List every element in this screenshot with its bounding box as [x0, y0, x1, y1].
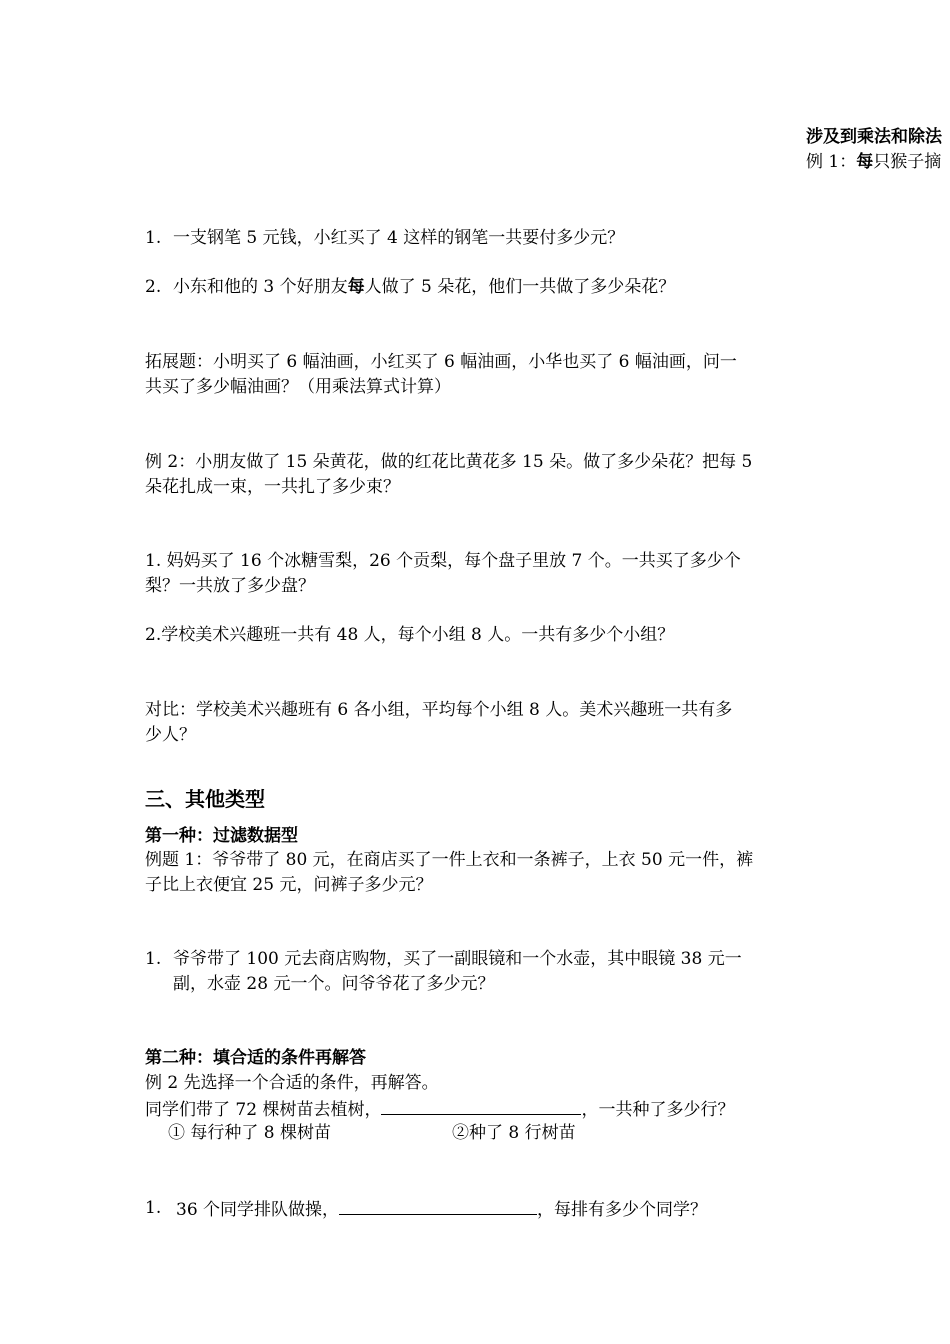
example-2-line-2: 朵花扎成一束，一共扎了多少束？ [145, 477, 400, 497]
type-1-example-line-2: 子比上衣便宜 25 元，问裤子多少元？ [145, 875, 433, 895]
type-2-question-text-a: 同学们带了 72 棵树苗去植树， [145, 1100, 382, 1120]
contrast-line-1: 对比：学校美术兴趣班有 6 各小组，平均每个小组 8 人。美术兴趣班一共有多 [145, 700, 733, 720]
option-1: ① 每行种了 8 棵树苗 [168, 1123, 332, 1143]
type-2-question [145, 1096, 734, 1122]
type-2-practice-1 [145, 1196, 707, 1222]
type-2-blank[interactable] [381, 1096, 581, 1115]
type-2-practice-1-text-a: 36 个同学排队做操， [176, 1200, 340, 1220]
type-2-practice-1-text-b: ，每排有多少个同学？ [537, 1200, 708, 1220]
div-question-1-line-2: 梨？一共放了多少盘？ [145, 576, 315, 596]
question-1-number: 1. [145, 228, 162, 248]
example-2-line-1: 例 2：小朋友做了 15 朵黄花，做的红花比黄花多 15 朵。做了多少朵花？把每 5 [145, 452, 753, 472]
type-1-heading: 第一种：过滤数据型 [145, 826, 298, 846]
extension-line-2: 共买了多少幅油画？（用乘法算式计算） [145, 377, 451, 397]
div-question-2: 2.学校美术兴趣班一共有 48 人，每个小组 8 人。一共有多少个小组？ [145, 625, 675, 645]
type-2-practice-1-number: 1. [145, 1198, 162, 1218]
div-question-1-line-1: 1. 妈妈买了 16 个冰糖雪梨，26 个贡梨，每个盘子里放 7 个。一共买了多少个 [145, 551, 741, 571]
question-2-text-a: 小东和他的 3 个好朋友 [173, 277, 348, 297]
type-1-question-1-number: 1. [145, 949, 162, 969]
example-1-bold-word: 每 [856, 152, 874, 172]
question-2-number: 2. [145, 277, 162, 297]
type-1-question-1-line-1: 爷爷带了 100 元去商店购物，买了一副眼镜和一个水壶，其中眼镜 38 元一 [173, 949, 742, 969]
question-1 [145, 226, 624, 250]
type-1-question-1 [145, 947, 742, 971]
type-2-practice-1-blank[interactable] [339, 1196, 537, 1215]
type-2-question-text-b: ，一共种了多少行？ [581, 1100, 735, 1120]
extension-line-1: 拓展题：小明买了 6 幅油画，小红买了 6 幅油画，小华也买了 6 幅油画，问一 [145, 352, 737, 372]
question-2 [145, 275, 675, 299]
example-1-text: 只猴子摘 [873, 152, 942, 172]
contrast-line-2: 少人？ [145, 725, 196, 745]
type-1-example-line-1: 例题 1：爷爷带了 80 元，在商店买了一件上衣和一条裤子，上衣 50 元一件，裤 [145, 850, 754, 870]
section-title: 涉及到乘法和除法 [806, 127, 942, 147]
question-2-bold-word: 每 [347, 277, 365, 297]
question-2-text-b: 人做了 5 朵花，他们一共做了多少朵花？ [364, 277, 676, 297]
option-2: ②种了 8 行树苗 [452, 1123, 576, 1143]
type-2-intro: 例 2 先选择一个合适的条件，再解答。 [145, 1073, 439, 1093]
type-1-question-1-line-2: 副，水壶 28 元一个。问爷爷花了多少元？ [173, 974, 495, 994]
example-1-prefix: 例 1： [806, 152, 857, 172]
type-2-heading: 第二种：填合适的条件再解答 [145, 1048, 366, 1068]
section-3-heading: 三、其他类型 [145, 787, 265, 811]
question-1-text: 一支钢笔 5 元钱，小红买了 4 这样的钢笔一共要付多少元？ [173, 228, 625, 248]
example-1-line [806, 150, 941, 174]
